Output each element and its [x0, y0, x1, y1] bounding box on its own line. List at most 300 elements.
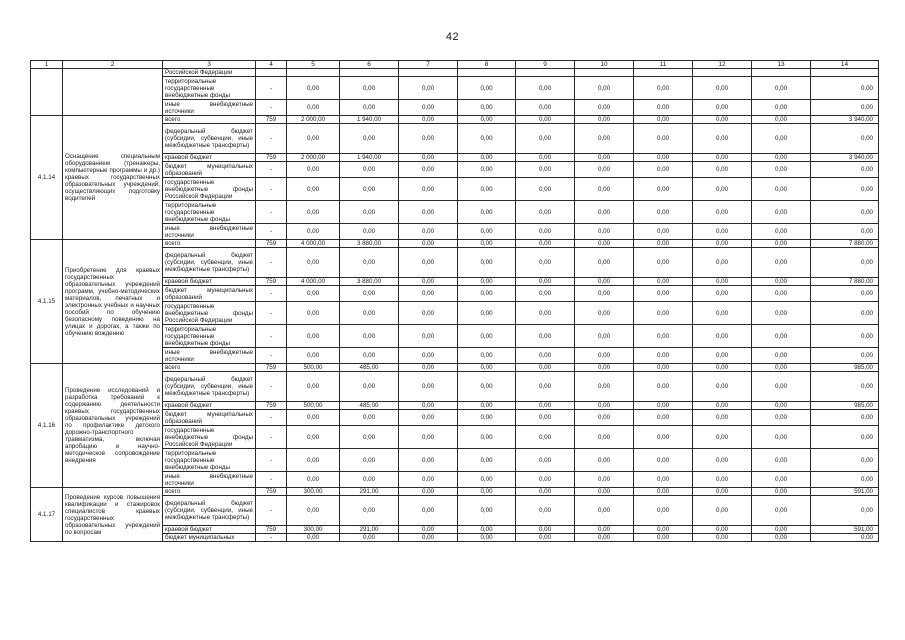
value-cell: 0,00 [458, 364, 516, 372]
value-cell: 0,00 [458, 302, 516, 325]
value-cell: 7 880,00 [811, 278, 879, 286]
value-cell: 0,00 [575, 426, 634, 449]
value-cell: 0,00 [516, 488, 575, 496]
table-row [31, 364, 879, 372]
value-cell: 0,00 [287, 100, 340, 116]
funding-source-cell: краевой бюджет [163, 402, 256, 410]
value-cell: 985,00 [811, 364, 879, 372]
value-cell: 0,00 [458, 201, 516, 224]
value-cell: 0,00 [811, 124, 879, 154]
code-cell: 4.1.16 [31, 364, 63, 488]
value-cell: 0,00 [458, 348, 516, 364]
value-cell: 0,00 [811, 410, 879, 426]
value-cell: 0,00 [693, 224, 752, 240]
table-row [31, 69, 879, 77]
value-cell: 0,00 [811, 224, 879, 240]
funding-source-cell: иные внебюджетные источники [163, 472, 256, 488]
measure-name-cell [63, 69, 163, 116]
value-cell: 3 880,00 [340, 278, 399, 286]
code-cell: 4.1.14 [31, 116, 63, 240]
value-cell: 0,00 [634, 410, 693, 426]
value-cell: 291,00 [340, 488, 399, 496]
value-cell: 3 940,00 [811, 154, 879, 162]
value-cell: 0,00 [575, 488, 634, 496]
value-cell: 0,00 [811, 472, 879, 488]
value-cell: 0,00 [458, 154, 516, 162]
funding-source-cell: территориальные государственные внебюджетные фонды [163, 449, 256, 472]
value-cell: 0,00 [634, 154, 693, 162]
value-cell: 0,00 [575, 240, 634, 248]
value-cell: 0,00 [634, 534, 693, 542]
value-cell: 0,00 [752, 302, 811, 325]
value-cell: 0,00 [287, 426, 340, 449]
value-cell: 0,00 [458, 526, 516, 534]
value-cell: 0,00 [287, 248, 340, 278]
column-number-row [31, 61, 879, 69]
value-cell: 0,00 [811, 302, 879, 325]
measure-name-cell: Проведение курсов повышения квалификации и стажировок специалистов краевых государственных образовательных учреждений по вопросам [63, 488, 163, 542]
value-cell: 300,00 [287, 526, 340, 534]
value-cell: 0,00 [399, 178, 458, 201]
admin-code-cell: - [256, 534, 287, 542]
funding-source-cell: иные внебюджетные источники [163, 348, 256, 364]
admin-code-cell: 759 [256, 526, 287, 534]
code-cell: 4.1.15 [31, 240, 63, 364]
funding-source-cell: федеральный бюджет (субсидии, субвенции, иные межбюджетные трансферты) [163, 124, 256, 154]
value-cell: 0,00 [399, 325, 458, 348]
value-cell: 0,00 [575, 116, 634, 124]
value-cell: 0,00 [752, 534, 811, 542]
admin-code-cell: - [256, 286, 287, 302]
value-cell: 0,00 [516, 248, 575, 278]
value-cell: 0,00 [693, 278, 752, 286]
value-cell: 0,00 [516, 124, 575, 154]
funding-source-cell: федеральный бюджет (субсидии, субвенции, иные межбюджетные трансферты) [163, 496, 256, 526]
column-number: 14 [811, 61, 879, 69]
value-cell: 0,00 [516, 100, 575, 116]
column-number: 12 [693, 61, 752, 69]
funding-source-cell: государственные внебюджетные фонды Российской Федерации [163, 178, 256, 201]
funding-source-cell: краевой бюджет [163, 154, 256, 162]
value-cell: 0,00 [516, 116, 575, 124]
value-cell: 3 940,00 [811, 116, 879, 124]
value-cell: 0,00 [634, 162, 693, 178]
value-cell: 0,00 [399, 426, 458, 449]
value-cell: 0,00 [575, 286, 634, 302]
value-cell: 0,00 [634, 364, 693, 372]
value-cell: 0,00 [287, 534, 340, 542]
value-cell: 0,00 [516, 240, 575, 248]
measure-name-cell: Проведение исследований и разработка требований к содержанию деятельности краевых государственных образовательных учреждений по профилактике детского дорожно-транспортного травматизма, включая апробацию и научно-методическое сопровождение внедрения [63, 364, 163, 488]
value-cell: 0,00 [634, 224, 693, 240]
value-cell: 0,00 [752, 488, 811, 496]
value-cell: 0,00 [287, 201, 340, 224]
column-number: 10 [575, 61, 634, 69]
value-cell: 0,00 [575, 302, 634, 325]
value-cell: 0,00 [340, 224, 399, 240]
value-cell: 0,00 [340, 325, 399, 348]
value-cell: 0,00 [752, 348, 811, 364]
value-cell: 4 000,00 [287, 240, 340, 248]
value-cell: 0,00 [575, 449, 634, 472]
value-cell: 0,00 [340, 302, 399, 325]
value-cell: 0,00 [399, 364, 458, 372]
value-cell: 0,00 [458, 286, 516, 302]
value-cell: 0,00 [287, 224, 340, 240]
admin-code-cell: - [256, 201, 287, 224]
value-cell: 0,00 [287, 162, 340, 178]
value-cell: 0,00 [634, 124, 693, 154]
value-cell: 0,00 [458, 372, 516, 402]
value-cell: 0,00 [752, 116, 811, 124]
funding-source-cell: бюджет муниципальных [163, 534, 256, 542]
value-cell: 0,00 [399, 449, 458, 472]
admin-code-cell: 759 [256, 488, 287, 496]
value-cell: 0,00 [340, 201, 399, 224]
value-cell: 0,00 [575, 402, 634, 410]
value-cell: 0,00 [516, 286, 575, 302]
value-cell [516, 69, 575, 77]
funding-source-cell: иные внебюджетные источники [163, 100, 256, 116]
value-cell: 0,00 [340, 496, 399, 526]
value-cell: 4 000,00 [287, 278, 340, 286]
admin-code-cell: 759 [256, 364, 287, 372]
value-cell: 0,00 [458, 472, 516, 488]
funding-source-cell: всего [163, 488, 256, 496]
value-cell: 0,00 [693, 488, 752, 496]
value-cell: 0,00 [399, 100, 458, 116]
admin-code-cell: - [256, 178, 287, 201]
value-cell: 0,00 [693, 248, 752, 278]
funding-source-cell: краевой бюджет [163, 278, 256, 286]
value-cell: 0,00 [634, 116, 693, 124]
value-cell: 0,00 [634, 472, 693, 488]
funding-source-cell: территориальные государственные внебюджетные фонды [163, 201, 256, 224]
value-cell: 0,00 [516, 526, 575, 534]
value-cell: 0,00 [811, 372, 879, 402]
value-cell: 0,00 [399, 240, 458, 248]
value-cell: 1 940,00 [340, 154, 399, 162]
value-cell: 2 000,00 [287, 154, 340, 162]
value-cell: 0,00 [634, 201, 693, 224]
value-cell: 0,00 [693, 201, 752, 224]
value-cell: 0,00 [516, 348, 575, 364]
funding-source-cell: федеральный бюджет (субсидии, субвенции, иные межбюджетные трансферты) [163, 372, 256, 402]
value-cell: 0,00 [287, 348, 340, 364]
table-row [31, 240, 879, 248]
column-number: 13 [752, 61, 811, 69]
value-cell: 0,00 [575, 248, 634, 278]
value-cell: 0,00 [287, 302, 340, 325]
value-cell: 0,00 [516, 372, 575, 402]
funding-source-cell: бюджет муниципальных образований [163, 286, 256, 302]
column-number: 2 [63, 61, 163, 69]
funding-source-cell: бюджет муниципальных образований [163, 410, 256, 426]
value-cell: 0,00 [575, 325, 634, 348]
funding-source-cell: государственные внебюджетные фонды Российской Федерации [163, 426, 256, 449]
value-cell: 0,00 [752, 278, 811, 286]
value-cell: 0,00 [287, 372, 340, 402]
value-cell: 0,00 [287, 178, 340, 201]
funding-source-cell: краевой бюджет [163, 526, 256, 534]
value-cell: 0,00 [575, 278, 634, 286]
admin-code-cell [256, 69, 287, 77]
value-cell: 0,00 [575, 410, 634, 426]
value-cell: 0,00 [516, 364, 575, 372]
value-cell: 0,00 [693, 449, 752, 472]
value-cell: 0,00 [634, 302, 693, 325]
value-cell: 0,00 [340, 348, 399, 364]
value-cell: 0,00 [458, 162, 516, 178]
value-cell: 0,00 [458, 534, 516, 542]
admin-code-cell: - [256, 124, 287, 154]
value-cell: 0,00 [516, 302, 575, 325]
funding-source-cell: федеральный бюджет (субсидии, субвенции, иные межбюджетные трансферты) [163, 248, 256, 278]
value-cell: 0,00 [752, 124, 811, 154]
value-cell [634, 69, 693, 77]
funding-source-cell: территориальные государственные внебюджетные фонды [163, 77, 256, 100]
value-cell: 0,00 [287, 410, 340, 426]
value-cell: 0,00 [752, 410, 811, 426]
value-cell: 0,00 [575, 526, 634, 534]
value-cell: 0,00 [458, 224, 516, 240]
table-row [31, 116, 879, 124]
value-cell: 0,00 [811, 426, 879, 449]
value-cell: 0,00 [634, 240, 693, 248]
value-cell: 0,00 [340, 77, 399, 100]
value-cell: 0,00 [693, 496, 752, 526]
value-cell: 0,00 [458, 248, 516, 278]
admin-code-cell: - [256, 248, 287, 278]
table-row [31, 488, 879, 496]
value-cell: 0,00 [458, 402, 516, 410]
value-cell: 0,00 [634, 449, 693, 472]
column-number: 4 [256, 61, 287, 69]
value-cell: 0,00 [399, 286, 458, 302]
value-cell: 0,00 [693, 162, 752, 178]
admin-code-cell: 759 [256, 116, 287, 124]
value-cell: 0,00 [693, 77, 752, 100]
value-cell: 0,00 [752, 178, 811, 201]
value-cell: 0,00 [752, 426, 811, 449]
value-cell: 0,00 [752, 364, 811, 372]
value-cell: 0,00 [752, 449, 811, 472]
value-cell: 0,00 [399, 278, 458, 286]
column-number: 3 [163, 61, 256, 69]
admin-code-cell: 759 [256, 240, 287, 248]
funding-source-cell: всего [163, 364, 256, 372]
value-cell: 0,00 [516, 154, 575, 162]
admin-code-cell: - [256, 77, 287, 100]
value-cell: 0,00 [634, 348, 693, 364]
value-cell: 0,00 [693, 100, 752, 116]
value-cell: 0,00 [693, 364, 752, 372]
value-cell: 0,00 [399, 224, 458, 240]
value-cell: 0,00 [752, 496, 811, 526]
value-cell: 0,00 [693, 372, 752, 402]
value-cell: 0,00 [340, 162, 399, 178]
value-cell: 0,00 [811, 100, 879, 116]
value-cell: 0,00 [811, 449, 879, 472]
funding-source-cell: иные внебюджетные источники [163, 224, 256, 240]
value-cell: 0,00 [399, 116, 458, 124]
value-cell: 2 000,00 [287, 116, 340, 124]
admin-code-cell: 759 [256, 154, 287, 162]
value-cell: 0,00 [693, 410, 752, 426]
value-cell: 0,00 [752, 162, 811, 178]
value-cell: 0,00 [752, 472, 811, 488]
value-cell: 0,00 [340, 124, 399, 154]
value-cell: 0,00 [811, 178, 879, 201]
budget-table [30, 60, 879, 542]
value-cell: 0,00 [693, 178, 752, 201]
value-cell: 0,00 [811, 248, 879, 278]
value-cell: 0,00 [811, 534, 879, 542]
code-cell [31, 69, 63, 116]
value-cell: 0,00 [340, 286, 399, 302]
value-cell: 0,00 [693, 325, 752, 348]
page-number: 42 [445, 31, 460, 43]
value-cell: 0,00 [634, 402, 693, 410]
value-cell: 0,00 [693, 286, 752, 302]
value-cell: 0,00 [458, 426, 516, 449]
value-cell [811, 69, 879, 77]
value-cell: 0,00 [575, 534, 634, 542]
value-cell: 0,00 [752, 100, 811, 116]
value-cell: 1 940,00 [340, 116, 399, 124]
admin-code-cell: - [256, 302, 287, 325]
value-cell: 0,00 [811, 162, 879, 178]
value-cell: 0,00 [399, 526, 458, 534]
funding-source-cell: всего [163, 116, 256, 124]
value-cell: 0,00 [516, 178, 575, 201]
value-cell: 7 880,00 [811, 240, 879, 248]
funding-source-cell: Российской Федерации [163, 69, 256, 77]
value-cell: 0,00 [516, 449, 575, 472]
value-cell: 591,00 [811, 488, 879, 496]
column-number: 6 [340, 61, 399, 69]
admin-code-cell: 759 [256, 278, 287, 286]
value-cell: 0,00 [575, 178, 634, 201]
funding-source-cell: государственные внебюджетные фонды Российской Федерации [163, 302, 256, 325]
value-cell: 0,00 [340, 178, 399, 201]
admin-code-cell: - [256, 372, 287, 402]
value-cell: 0,00 [575, 124, 634, 154]
value-cell: 0,00 [516, 402, 575, 410]
value-cell: 0,00 [634, 426, 693, 449]
value-cell: 0,00 [575, 348, 634, 364]
value-cell: 0,00 [287, 77, 340, 100]
value-cell: 0,00 [399, 248, 458, 278]
admin-code-cell: - [256, 496, 287, 526]
value-cell: 0,00 [693, 472, 752, 488]
value-cell: 0,00 [575, 224, 634, 240]
value-cell: 0,00 [399, 488, 458, 496]
value-cell: 0,00 [634, 488, 693, 496]
value-cell [287, 69, 340, 77]
value-cell: 0,00 [575, 372, 634, 402]
value-cell: 0,00 [287, 496, 340, 526]
value-cell: 985,00 [811, 402, 879, 410]
value-cell: 0,00 [458, 240, 516, 248]
admin-code-cell: - [256, 224, 287, 240]
value-cell: 0,00 [634, 248, 693, 278]
value-cell: 0,00 [516, 77, 575, 100]
value-cell: 0,00 [516, 325, 575, 348]
value-cell: 0,00 [811, 201, 879, 224]
value-cell: 0,00 [693, 302, 752, 325]
value-cell: 0,00 [752, 325, 811, 348]
value-cell: 0,00 [693, 240, 752, 248]
value-cell: 291,00 [340, 526, 399, 534]
value-cell: 0,00 [516, 426, 575, 449]
value-cell: 0,00 [399, 472, 458, 488]
value-cell [575, 69, 634, 77]
column-number: 5 [287, 61, 340, 69]
value-cell: 0,00 [752, 286, 811, 302]
value-cell: 0,00 [340, 410, 399, 426]
admin-code-cell: - [256, 325, 287, 348]
value-cell: 0,00 [693, 116, 752, 124]
value-cell: 0,00 [634, 325, 693, 348]
value-cell: 0,00 [575, 201, 634, 224]
value-cell: 0,00 [458, 325, 516, 348]
value-cell [399, 69, 458, 77]
admin-code-cell: - [256, 426, 287, 449]
value-cell: 0,00 [458, 278, 516, 286]
value-cell: 0,00 [752, 201, 811, 224]
value-cell: 0,00 [399, 372, 458, 402]
value-cell: 500,00 [287, 364, 340, 372]
measure-name-cell: Оснащение специальным оборудованием (тренажеры, компьютерные программы и др.) краевых государственных образовательных учреждений, осуществляющих подготовку водителей [63, 116, 163, 240]
value-cell: 0,00 [399, 402, 458, 410]
value-cell: 0,00 [458, 496, 516, 526]
value-cell: 0,00 [575, 496, 634, 526]
value-cell: 0,00 [399, 154, 458, 162]
value-cell: 0,00 [634, 286, 693, 302]
value-cell: 0,00 [575, 77, 634, 100]
value-cell: 0,00 [340, 472, 399, 488]
value-cell: 0,00 [340, 534, 399, 542]
value-cell: 0,00 [634, 526, 693, 534]
value-cell: 0,00 [340, 100, 399, 116]
value-cell: 0,00 [752, 154, 811, 162]
value-cell: 0,00 [399, 348, 458, 364]
value-cell [752, 69, 811, 77]
value-cell: 0,00 [575, 100, 634, 116]
value-cell: 0,00 [752, 248, 811, 278]
value-cell: 0,00 [516, 224, 575, 240]
value-cell: 0,00 [752, 372, 811, 402]
admin-code-cell: 759 [256, 402, 287, 410]
value-cell: 0,00 [811, 325, 879, 348]
value-cell: 0,00 [287, 124, 340, 154]
value-cell: 0,00 [399, 162, 458, 178]
value-cell: 0,00 [287, 286, 340, 302]
value-cell: 0,00 [458, 178, 516, 201]
value-cell: 0,00 [458, 116, 516, 124]
value-cell: 485,00 [340, 402, 399, 410]
value-cell: 0,00 [458, 100, 516, 116]
value-cell: 0,00 [399, 496, 458, 526]
value-cell: 3 880,00 [340, 240, 399, 248]
value-cell: 591,00 [811, 526, 879, 534]
value-cell: 0,00 [516, 278, 575, 286]
value-cell: 0,00 [634, 496, 693, 526]
value-cell: 0,00 [516, 201, 575, 224]
value-cell: 0,00 [399, 534, 458, 542]
column-number: 11 [634, 61, 693, 69]
